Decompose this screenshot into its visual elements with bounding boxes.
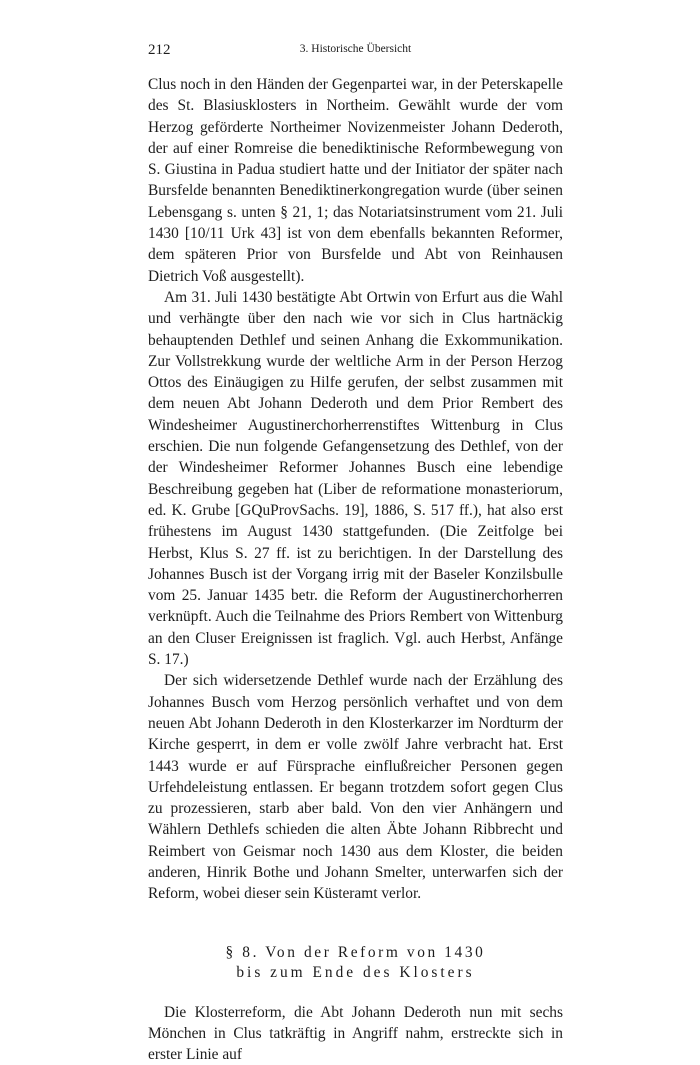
section-paragraph: Die Klosterreform, die Abt Johann Dederoth nun mit sechs Mönchen in Clus tatkräftig in Angriff nahm, erstreckte sich in erster Linie auf [148, 1003, 563, 1064]
section-heading-line-2: bis zum Ende des Klosters [236, 963, 475, 981]
running-title: 3. Historische Übersicht [299, 43, 412, 55]
paragraph-3: Der sich widersetzende Dethlef wurde nach der Erzählung des Johannes Busch vom Herzog persönlich verhaftet und von dem neuen Abt Johann Dederoth in den Klosterkarzer im Nordturm der Kirche gesperrt, in dem er volle zwölf Jahre verbracht hat. Erst 1443 wurde er auf Fürsprache einflußreicher Personen gegen Urfehdeleistung entlassen. Er begann trotzdem sofort gegen Clus zu prozessieren, starb aber bald. Von den vier Anhängern und Wählern Dethlefs schieden die alten Äbte Johann Ribbrecht und Reimbert von Geismar noch 1430 aus dem Kloster, die beiden anderen, Hinrik Bothe und Johann Smelter, unterwarfen sich der Reform, wobei dieser sein Küsteramt verlor. [148, 672, 563, 903]
body-text [148, 74, 563, 1065]
section-heading-line-1: § 8. Von der Reform von 1430 [225, 943, 486, 961]
book-page [148, 42, 563, 1065]
section-heading [148, 943, 563, 983]
paragraph-1: Clus noch in den Händen der Gegenpartei war, in der Peterskapelle des St. Blasiusklosters in Northeim. Gewählt wurde der vom Herzog geförderte Northeimer Novizenmeister Johann Dederoth, der auf einer Romreise die benediktinische Reformbewegung von S. Giustina in Padua studiert hatte und der Initiator der später nach Bursfelde benannten Benediktinerkongregation wurde (über seinen Lebensgang s. unten § 21, 1; das Notariatsinstrument vom 21. Juli 1430 [10/11 Urk 43] ist von dem ebenfalls bekannten Reformer, dem späteren Prior von Bursfelde und Abt von Reinhausen Dietrich Voß ausgestellt). [148, 76, 563, 285]
paragraph-2: Am 31. Juli 1430 bestätigte Abt Ortwin von Erfurt aus die Wahl und verhängte über den nach wie vor sich in Clus hartnäckig behauptenden Dethlef und seinen Anhang die Exkommunikation. Zur Vollstrekkung wurde der weltliche Arm in der Person Herzog Ottos des Einäugigen zu Hilfe gerufen, der selbst zusammen mit dem neuen Abt Johann Dederoth und dem Prior Rembert des Windesheimer Augustinerchorherrenstiftes Wittenburg in Clus erschien. Die nun folgende Gefangensetzung des Dethlef, von der der Windesheimer Reformer Johannes Busch eine lebendige Beschreibung gegeben hat (Liber de reformatione monasteriorum, ed. K. Grube [GQuProvSachs. 19], 1886, S. 517 ff.), hat also erst frühestens im August 1430 stattgefunden. (Die Zeitfolge bei Herbst, Klus S. 27 ff. ist zu berichtigen. In der Darstellung des Johannes Busch ist der Vorgang irrig mit der Baseler Konzilsbulle vom 25. Januar 1435 betr. die Reform der Augustinerchorherren verknüpft. Auch die Teilnahme des Priors Rembert von Wittenburg an den Cluser Ereignissen ist fraglich. Vgl. auch Herbst, Anfänge S. 17.) [148, 288, 563, 669]
running-header [148, 42, 563, 64]
page-number: 212 [148, 42, 171, 58]
